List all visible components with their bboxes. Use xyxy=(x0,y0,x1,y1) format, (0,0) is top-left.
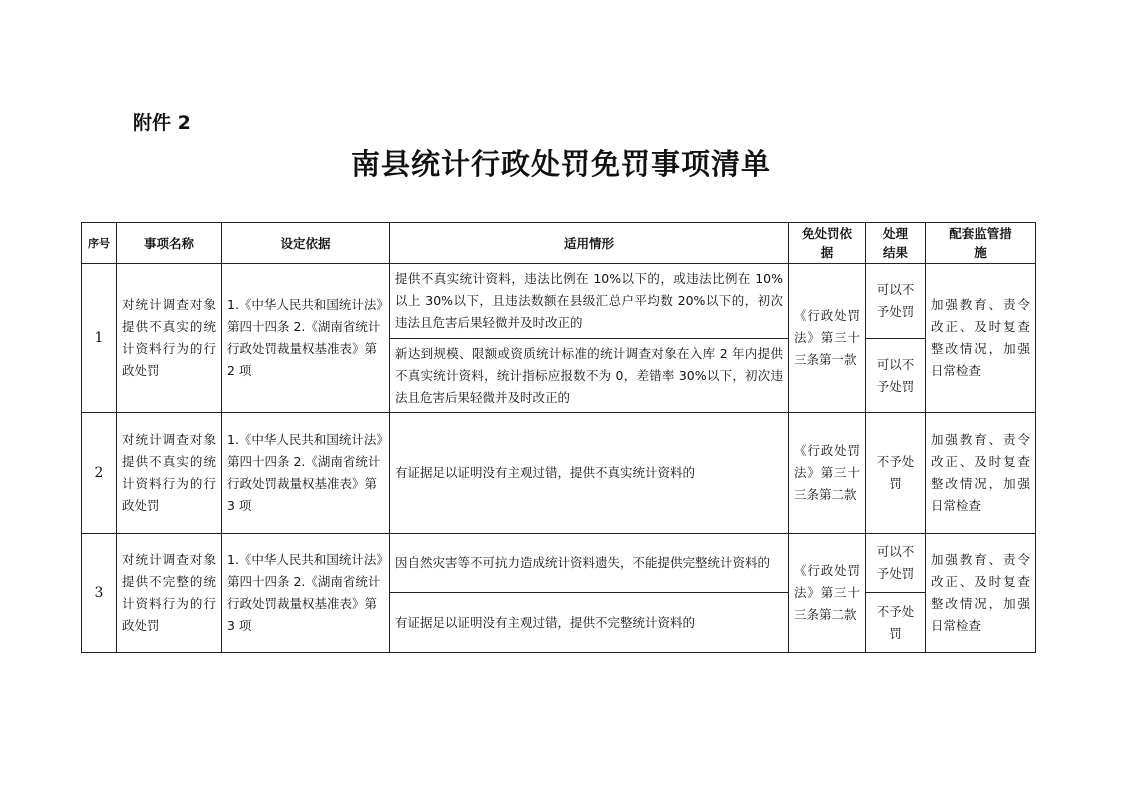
header-measures: 配套监管措施 xyxy=(926,223,1036,264)
row-item-name: 对统计调查对象提供不真实的统计资料行为的行政处罚 xyxy=(117,413,222,534)
row-result: 可以不予处罚 xyxy=(866,339,926,413)
row-item-name: 对统计调查对象提供不完整的统计资料行为的行政处罚 xyxy=(117,534,222,653)
row-exemption-basis: 《行政处罚法》第三十三条第二款 xyxy=(789,534,866,653)
table-header-row xyxy=(82,223,1036,264)
table-row xyxy=(82,413,1036,534)
row-result: 可以不予处罚 xyxy=(866,534,926,593)
row-basis: 1.《中华人民共和国统计法》第四十四条 2.《湖南省统计行政处罚裁量权基准表》第 2 项 xyxy=(222,264,390,413)
row-measures: 加强教育、责令改正、及时复查整改情况，加强日常检查 xyxy=(926,413,1036,534)
table-row xyxy=(82,534,1036,593)
row-exemption-basis: 《行政处罚法》第三十三条第二款 xyxy=(789,413,866,534)
row-situation: 提供不真实统计资料，违法比例在 10%以下的，或违法比例在 10%以上 30%以下，且违法数额在县级汇总户平均数 20%以下的，初次违法且危害后果轻微并及时改正的 xyxy=(390,264,789,339)
row-result: 可以不予处罚 xyxy=(866,264,926,339)
row-measures: 加强教育、责令改正、及时复查整改情况，加强日常检查 xyxy=(926,264,1036,413)
page-title: 南县统计行政处罚免罚事项清单 xyxy=(350,147,771,181)
row-seq: 1 xyxy=(82,264,117,413)
row-exemption-basis: 《行政处罚法》第三十三条第一款 xyxy=(789,264,866,413)
header-seq: 序号 xyxy=(82,223,117,264)
attachment-label: 附件 2 xyxy=(133,112,191,134)
row-situation: 有证据足以证明没有主观过错，提供不完整统计资料的 xyxy=(390,593,789,653)
header-result: 处理结果 xyxy=(866,223,926,264)
row-situation: 新达到规模、限额或资质统计标准的统计调查对象在入库 2 年内提供不真实统计资料，统计指标应报数不为 0，差错率 30%以下，初次违法且危害后果轻微并及时改正的 xyxy=(390,339,789,413)
row-basis: 1.《中华人民共和国统计法》第四十四条 2.《湖南省统计行政处罚裁量权基准表》第 3 项 xyxy=(222,534,390,653)
row-seq: 3 xyxy=(82,534,117,653)
row-item-name: 对统计调查对象提供不真实的统计资料行为的行政处罚 xyxy=(117,264,222,413)
header-item-name: 事项名称 xyxy=(117,223,222,264)
exemption-table xyxy=(81,222,1036,653)
table-row xyxy=(82,264,1036,339)
row-seq: 2 xyxy=(82,413,117,534)
row-basis: 1.《中华人民共和国统计法》第四十四条 2.《湖南省统计行政处罚裁量权基准表》第 3 项 xyxy=(222,413,390,534)
row-measures: 加强教育、责令改正、及时复查整改情况，加强日常检查 xyxy=(926,534,1036,653)
row-situation: 有证据足以证明没有主观过错，提供不真实统计资料的 xyxy=(390,413,789,534)
header-basis: 设定依据 xyxy=(222,223,390,264)
row-result: 不予处罚 xyxy=(866,413,926,534)
header-exemption-basis: 免处罚依据 xyxy=(789,223,866,264)
row-situation: 因自然灾害等不可抗力造成统计资料遗失，不能提供完整统计资料的 xyxy=(390,534,789,593)
header-situation: 适用情形 xyxy=(390,223,789,264)
row-result: 不予处罚 xyxy=(866,593,926,653)
